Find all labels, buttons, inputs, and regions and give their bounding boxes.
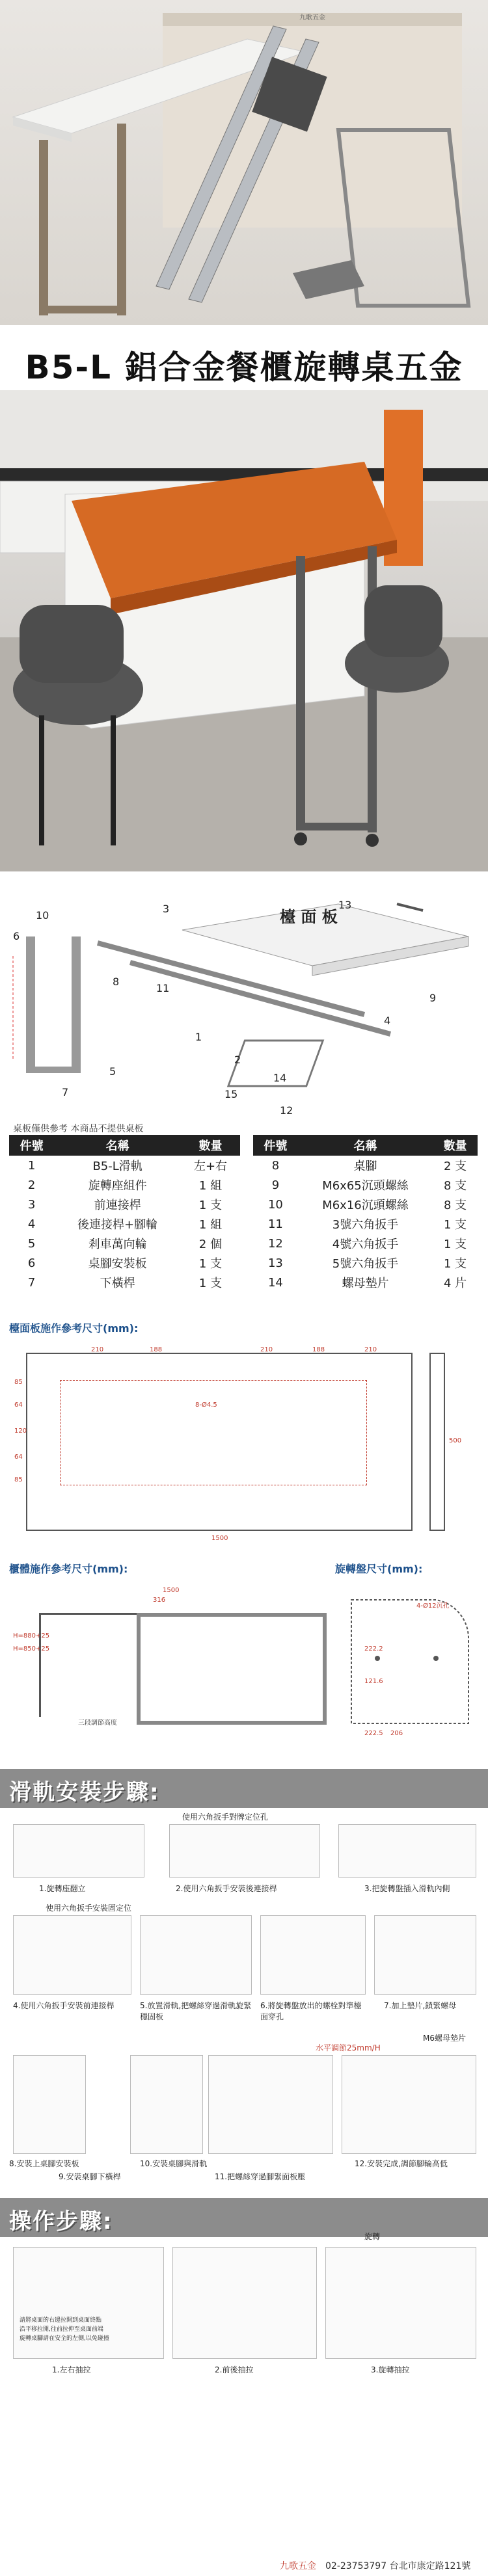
footer-brand: 九歌五金: [280, 2561, 316, 2571]
step-5-figure: [140, 1915, 252, 1995]
operate-banner: [0, 2198, 488, 2237]
callout-8: 8: [113, 976, 120, 988]
callout-9: 9: [429, 992, 437, 1004]
table-row: 13 5號六角扳手 1 支: [267, 1256, 467, 1271]
step-8-figure: [13, 2055, 86, 2154]
dim-left-1: 85: [14, 1379, 23, 1386]
dim-top-2: 188: [150, 1346, 163, 1353]
step-11-figure: [208, 2055, 333, 2154]
product-photo: [0, 390, 488, 871]
install-banner-title: 滑軌安裝步驟:: [9, 1779, 160, 1805]
col-header-qty: 數量: [181, 1135, 240, 1156]
table-row: 14 螺母墊片 4 片: [267, 1275, 467, 1290]
table-row: 12 4號六角扳手 1 支: [267, 1236, 467, 1251]
disc-drawing: [338, 1587, 481, 1736]
tabletop-label: 檯 面 板: [280, 908, 338, 926]
step-3-label: 3.把旋轉盤插入滑軌內側: [364, 1884, 450, 1893]
dimension-header-cabinet: 櫃體施作參考尺寸(mm):: [9, 1563, 128, 1575]
dim-cab-316: 316: [153, 1597, 166, 1604]
dim-width-total: 1500: [211, 1535, 228, 1542]
step-7-note: M6螺母墊片: [423, 2034, 466, 2043]
operate-3-figure: [325, 2247, 476, 2359]
callout-15: 15: [224, 1088, 238, 1100]
photo-illustration: [0, 390, 488, 871]
step-9-label: 9.安裝桌腳下橫桿: [59, 2172, 121, 2181]
table-row: 6 桌腳安裝板 1 支: [27, 1256, 223, 1271]
cabinet-top: [39, 1613, 137, 1615]
operate-2-label: 2.前後抽拉: [215, 2365, 254, 2374]
dim-cab-h2: H=850+25: [13, 1645, 50, 1653]
dim-hole: 8-Ø4.5: [195, 1401, 217, 1409]
parts-diagram: [0, 891, 488, 1138]
callout-11: 11: [156, 982, 170, 994]
operate-1-label: 1.左右抽拉: [52, 2365, 91, 2374]
dim-cab-h1: H=880+25: [13, 1632, 50, 1640]
callout-4: 4: [384, 1015, 391, 1027]
step-1-label: 1.旋轉座翻立: [39, 1884, 86, 1893]
cabinet-frame: [137, 1613, 327, 1725]
step-12-note: 水平調節25mm/H: [316, 2043, 381, 2052]
col-header-qty: 數量: [433, 1135, 478, 1156]
dimension-header-disc: 旋轉盤尺寸(mm):: [335, 1563, 423, 1575]
step-11-label: 11.把螺絲穿過腳緊面板壓: [215, 2172, 306, 2181]
dim-left-2: 64: [14, 1401, 23, 1409]
hero-image: [0, 0, 488, 325]
operate-banner-title: 操作步驟:: [9, 2209, 113, 2235]
exploded-view: [0, 891, 488, 1106]
callout-7: 7: [62, 1086, 69, 1098]
callout-1: 1: [195, 1031, 202, 1043]
tabletop-drawing: [26, 1353, 413, 1531]
parts-table-right: [253, 1135, 478, 1292]
step-6-figure: [260, 1915, 366, 1995]
dim-top-6: 210: [364, 1346, 377, 1353]
step-8-label: 8.安裝上桌腳安裝板: [9, 2159, 79, 2168]
step-10-label: 10.安裝桌腳與滑軌: [140, 2159, 208, 2168]
dim-height-total: 500: [449, 1437, 462, 1444]
table-row: 1 B5-L滑軌 左+右: [27, 1158, 228, 1173]
dim-left-3: 120: [14, 1427, 27, 1435]
table-row: 7 下橫桿 1 支: [27, 1275, 223, 1290]
operate-3-label: 3.旋轉抽拉: [371, 2365, 410, 2374]
step-4-label: 4.使用六角扳手安裝前連接桿: [13, 2001, 115, 2010]
callout-3: 3: [163, 903, 170, 915]
callout-13: 13: [338, 899, 352, 911]
callout-14: 14: [273, 1072, 287, 1084]
col-header-no: 件號: [9, 1135, 54, 1156]
dim-disc-3: 222.5: [364, 1730, 383, 1737]
photo-leg: [296, 556, 305, 829]
dimension-header-tabletop: 檯面板施作參考尺寸(mm):: [9, 1322, 139, 1334]
step-10-figure: [130, 2055, 203, 2154]
step-6-label: 6.將旋轉盤放出的螺栓對準檯面穿孔: [260, 2001, 362, 2021]
step-12-label: 12.安裝完成,調節腳輪高低: [355, 2159, 448, 2168]
step-5-label: 5.放置滑軌,把螺絲穿過滑軌旋緊穩固板: [140, 2001, 252, 2021]
dim-disc-hole: 4-Ø12沉孔: [416, 1602, 450, 1610]
table-row: 8 桌腳 2 支: [271, 1158, 467, 1173]
operate-2-figure: [172, 2247, 317, 2359]
step-12-figure: [342, 2055, 476, 2154]
table-row: 5 剎車萬向輪 2 個: [27, 1236, 223, 1251]
col-header-name: 名稱: [54, 1135, 181, 1156]
dim-top-4: 210: [260, 1346, 273, 1353]
callout-10: 10: [36, 909, 49, 922]
parts-table-left: [9, 1135, 240, 1292]
step-2-figure: [169, 1824, 320, 1878]
operate-note-3: 旋轉桌腳請在安全的左側,以免碰撞: [20, 2335, 109, 2342]
table-row: 4 後連接桿+腳輪 1 組: [27, 1217, 223, 1232]
install-banner: [0, 1769, 488, 1808]
operate-note-2: 沿平移拉開,往前拉伸至桌面前端: [20, 2326, 103, 2333]
step-3-figure: [338, 1824, 476, 1878]
col-header-no: 件號: [253, 1135, 298, 1156]
parts-note: 桌板僅供參考 本商品不提供桌板: [13, 1124, 144, 1134]
callout-6: 6: [13, 930, 20, 942]
hero-illustration: [0, 0, 488, 325]
footer-contact: 02-23753797 台北市康定路121號: [325, 2561, 471, 2571]
operate-note-1: 請將桌面的右邊拉開到桌面終點: [20, 2317, 102, 2324]
callout-5: 5: [109, 1065, 116, 1078]
step-7-label: 7.加上墊片,鎖緊螺母: [384, 2001, 457, 2010]
rail-outline: [60, 1380, 367, 1485]
callout-12: 12: [280, 1104, 293, 1117]
step-2-label: 2.使用六角扳手安裝後連接桿: [176, 1884, 277, 1893]
col-header-name: 名稱: [298, 1135, 433, 1156]
dim-disc-4: 206: [390, 1730, 403, 1737]
tabletop-side: [429, 1353, 445, 1531]
cabinet-drawing: [39, 1600, 325, 1717]
dim-top-1: 210: [91, 1346, 104, 1353]
table-row: 10 M6x16沉頭螺絲 8 支: [267, 1197, 467, 1212]
dim-disc-2: 121.6: [364, 1678, 383, 1685]
rotate-label: 旋轉: [364, 2232, 381, 2241]
dim-left-5: 85: [14, 1476, 23, 1483]
step-4-note: 使用六角扳手安裝固定位: [46, 1904, 132, 1913]
page-title: B5-L 鋁合金餐櫃旋轉桌五金: [25, 349, 463, 386]
install-top-note: 使用六角扳手對牌定位孔: [182, 1812, 269, 1822]
operate-1-figure: [13, 2247, 164, 2359]
dim-disc-1: 222.2: [364, 1645, 383, 1653]
table-row: 3 前連接桿 1 支: [27, 1197, 223, 1212]
table-row: 9 M6x65沉頭螺絲 8 支: [271, 1178, 467, 1193]
dim-cab-width: 1500: [163, 1587, 180, 1594]
footer: [0, 2553, 488, 2576]
table-leg: [39, 140, 48, 315]
step-7-figure: [374, 1915, 476, 1995]
table-row: 2 旋轉座組件 1 組: [27, 1178, 223, 1193]
hero-watermark: 九歌五金: [299, 14, 325, 21]
dim-top-5: 188: [312, 1346, 325, 1353]
cab-note: 三段調節高度: [78, 1720, 117, 1727]
table-row: 11 3號六角扳手 1 支: [267, 1217, 467, 1232]
step-4-figure: [13, 1915, 131, 1995]
dim-left-4: 64: [14, 1454, 23, 1461]
step-1-figure: [13, 1824, 144, 1878]
callout-2: 2: [234, 1054, 241, 1066]
